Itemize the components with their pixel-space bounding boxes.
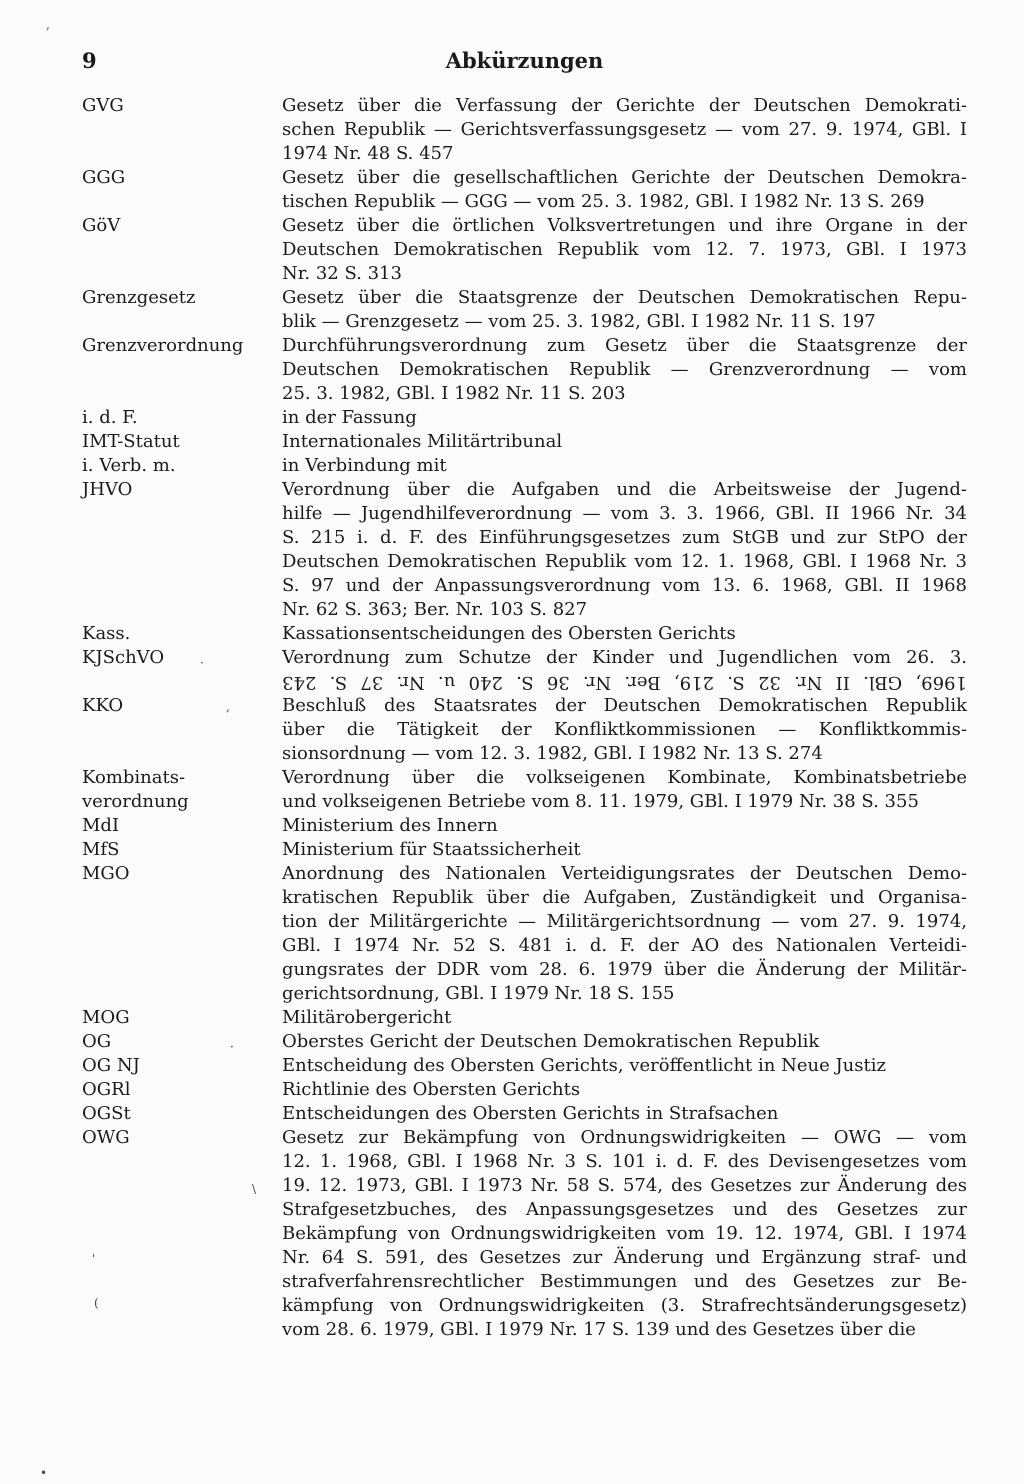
abbreviation-term-line: Kass.	[82, 623, 131, 644]
abbreviation-definition	[282, 646, 967, 694]
scan-speck: (	[94, 1296, 99, 1310]
page-title: Abkürzungen	[445, 48, 604, 73]
abbreviation-definition	[282, 1006, 967, 1030]
definition-line: Deutschen Demokratischen Republik vom 12. 1. 1968, GBl. I 1968 Nr. 3	[282, 551, 967, 572]
abbreviation-term	[82, 1102, 282, 1126]
definition-line: über die Tätigkeit der Konfliktkommissionen — Konfliktkommis-	[282, 719, 967, 740]
abbreviation-definition	[282, 286, 967, 334]
abbreviation-entry	[82, 478, 967, 622]
abbreviation-term	[82, 814, 282, 838]
abbreviation-entry	[82, 286, 967, 334]
definition-line: in der Fassung	[282, 407, 417, 428]
definition-line: Entscheidung des Obersten Gerichts, veröffentlicht in Neue Justiz	[282, 1055, 886, 1076]
definition-line: S. 215 i. d. F. des Einführungsgesetzes zum StGB und zur StPO der	[282, 527, 967, 548]
definition-line: 1974 Nr. 48 S. 457	[282, 143, 454, 164]
abbreviation-term-line: MGO	[82, 863, 130, 884]
definition-line: Gesetz über die Staatsgrenze der Deutschen Demokratischen Repu-	[282, 287, 967, 308]
abbreviation-term-line: KKO	[82, 695, 124, 716]
abbreviation-definition	[282, 1078, 967, 1102]
definition-line: Strafgesetzbuches, des Anpassungsgesetzes und des Gesetzes zur	[282, 1199, 967, 1220]
abbreviation-term	[82, 1126, 282, 1150]
abbreviation-term-line: JHVO	[82, 479, 133, 500]
scan-speck: ,	[226, 700, 230, 714]
scan-speck: \	[252, 1182, 257, 1196]
definition-line: Verordnung zum Schutze der Kinder und Jugendlichen vom 26. 3.	[282, 647, 967, 668]
abbreviation-definition	[282, 406, 967, 430]
abbreviation-definition	[282, 214, 967, 286]
abbreviation-term	[82, 766, 282, 814]
abbreviation-term-line: IMT-Statut	[82, 431, 180, 452]
abbreviation-entry	[82, 214, 967, 286]
scan-speck: ·	[200, 656, 204, 670]
definition-line: Beschluß des Staatsrates der Deutschen Demokratischen Republik	[282, 695, 967, 716]
abbreviation-definition	[282, 694, 967, 766]
abbreviation-term	[82, 430, 282, 454]
abbreviation-term-line: i. d. F.	[82, 407, 138, 428]
abbreviation-definition	[282, 1126, 967, 1342]
definition-line: Verordnung über die volkseigenen Kombinate, Kombinatsbetriebe	[282, 767, 967, 788]
definition-line: Militärobergericht	[282, 1007, 452, 1028]
abbreviation-term-line: OWG	[82, 1127, 130, 1148]
definition-line: Deutschen Demokratischen Republik vom 12. 7. 1973, GBl. I 1973	[282, 239, 967, 260]
abbreviation-term-line: Grenzverordnung	[82, 335, 244, 356]
definition-line: 25. 3. 1982, GBl. I 1982 Nr. 11 S. 203	[282, 383, 626, 404]
abbreviation-entry	[82, 862, 967, 1006]
definition-line: Gesetz über die gesellschaftlichen Gerichte der Deutschen Demokra-	[282, 167, 967, 188]
definition-line: gerichtsordnung, GBl. I 1979 Nr. 18 S. 155	[282, 983, 675, 1004]
definition-line: Verordnung über die Aufgaben und die Arbeitsweise der Jugend-	[282, 479, 967, 500]
definition-line: Ministerium für Staatssicherheit	[282, 839, 581, 860]
abbreviation-entry	[82, 1126, 967, 1342]
abbreviation-term	[82, 1078, 282, 1102]
definition-line: Anordnung des Nationalen Verteidigungsrates der Deutschen Demo-	[282, 863, 967, 884]
abbreviation-term	[82, 838, 282, 862]
abbreviation-entry	[82, 406, 967, 430]
abbreviation-term	[82, 454, 282, 478]
definition-line: Durchführungsverordnung zum Gesetz über die Staatsgrenze der	[282, 335, 967, 356]
abbreviation-term-line: OG NJ	[82, 1055, 140, 1076]
definition-line: sionsordnung — vom 12. 3. 1982, GBl. I 1982 Nr. 13 S. 274	[282, 743, 823, 764]
abbreviation-list	[82, 94, 967, 1342]
abbreviation-definition	[282, 430, 967, 454]
abbreviation-entry	[82, 1006, 967, 1030]
abbreviation-term-line: MdI	[82, 815, 120, 836]
abbreviation-definition	[282, 862, 967, 1006]
abbreviation-entry	[82, 334, 967, 406]
definition-line: Internationales Militärtribunal	[282, 431, 563, 452]
definition-line: tion der Militärgerichte — Militärgerichtsordnung — vom 27. 9. 1974,	[282, 911, 967, 932]
abbreviation-term	[82, 862, 282, 886]
page-header	[82, 48, 967, 78]
abbreviation-definition	[282, 814, 967, 838]
definition-line: und volkseigenen Betriebe vom 8. 11. 1979, GBl. I 1979 Nr. 38 S. 355	[282, 791, 919, 812]
abbreviation-entry	[82, 766, 967, 814]
abbreviation-term	[82, 214, 282, 238]
abbreviation-term-line: i. Verb. m.	[82, 455, 176, 476]
abbreviation-entry	[82, 1078, 967, 1102]
abbreviation-term-line: OGSt	[82, 1103, 131, 1124]
definition-line: Nr. 62 S. 363; Ber. Nr. 103 S. 827	[282, 599, 588, 620]
abbreviation-term-line: GGG	[82, 167, 126, 188]
definition-line: 19. 12. 1973, GBl. I 1973 Nr. 58 S. 574, des Gesetzes zur Änderung des	[282, 1175, 967, 1196]
definition-line: Bekämpfung von Ordnungswidrigkeiten vom 19. 12. 1974, GBl. I 1974	[282, 1223, 967, 1244]
definition-line: blik — Grenzgesetz — vom 25. 3. 1982, GBl. I 1982 Nr. 11 S. 197	[282, 311, 876, 332]
abbreviation-term-line: verordnung	[82, 791, 189, 812]
abbreviation-term-line: GöV	[82, 215, 121, 236]
abbreviation-entry	[82, 1054, 967, 1078]
page-number: 9	[82, 48, 97, 73]
abbreviation-term	[82, 166, 282, 190]
definition-line: GBl. I 1974 Nr. 52 S. 481 i. d. F. der AO des Nationalen Verteidi-	[282, 935, 967, 956]
abbreviation-term-line: GVG	[82, 95, 124, 116]
definition-line: kratischen Republik über die Aufgaben, Zuständigkeit und Organisa-	[282, 887, 967, 908]
abbreviation-definition	[282, 622, 967, 646]
abbreviation-definition	[282, 334, 967, 406]
abbreviation-term	[82, 478, 282, 502]
definition-line: Nr. 64 S. 591, des Gesetzes zur Änderung und Ergänzung straf- und	[282, 1247, 967, 1268]
abbreviation-definition	[282, 454, 967, 478]
abbreviation-term-line: Grenzgesetz	[82, 287, 196, 308]
definition-line: Gesetz zur Bekämpfung von Ordnungswidrigkeiten — OWG — vom	[282, 1127, 967, 1148]
abbreviation-entry	[82, 1102, 967, 1126]
abbreviation-term-line: Kombinats-	[82, 767, 186, 788]
definition-line: Ministerium des Innern	[282, 815, 498, 836]
abbreviation-term-line: OG	[82, 1031, 112, 1052]
abbreviation-term	[82, 1030, 282, 1054]
definition-line: tischen Republik — GGG — vom 25. 3. 1982, GBl. I 1982 Nr. 13 S. 269	[282, 191, 925, 212]
abbreviation-term	[82, 1006, 282, 1030]
definition-line: hilfe — Jugendhilfeverordnung — vom 3. 3. 1966, GBl. II 1966 Nr. 34	[282, 503, 967, 524]
definition-line: gungsrates der DDR vom 28. 6. 1979 über die Änderung der Militär-	[282, 959, 967, 980]
abbreviation-term	[82, 286, 282, 310]
abbreviation-term	[82, 1054, 282, 1078]
abbreviation-term	[82, 406, 282, 430]
abbreviation-entry	[82, 694, 967, 766]
abbreviation-entry	[82, 622, 967, 646]
definition-line: vom 28. 6. 1979, GBl. I 1979 Nr. 17 S. 139 und des Gesetzes über die	[282, 1319, 916, 1340]
abbreviation-definition	[282, 478, 967, 622]
definition-line: schen Republik — Gerichtsverfassungsgesetz — vom 27. 9. 1974, GBl. I	[282, 119, 967, 140]
abbreviation-term	[82, 334, 282, 358]
abbreviation-entry	[82, 454, 967, 478]
abbreviation-entry	[82, 838, 967, 862]
abbreviation-entry	[82, 94, 967, 166]
scan-speck: ·	[230, 1040, 234, 1054]
abbreviation-definition	[282, 1102, 967, 1126]
abbreviation-entry	[82, 1030, 967, 1054]
definition-line: in Verbindung mit	[282, 455, 447, 476]
abbreviation-definition	[282, 766, 967, 814]
abbreviation-term-line: MOG	[82, 1007, 130, 1028]
abbreviation-definition	[282, 166, 967, 214]
definition-line: 12. 1. 1968, GBl. I 1968 Nr. 3 S. 101 i. d. F. des Devisengesetzes vom	[282, 1151, 967, 1172]
definition-line: Nr. 32 S. 313	[282, 263, 402, 284]
scan-speck: '	[92, 1252, 96, 1266]
abbreviation-definition	[282, 1054, 967, 1078]
abbreviation-definition	[282, 1030, 967, 1054]
abbreviation-entry	[82, 430, 967, 454]
abbreviation-entry	[82, 646, 967, 694]
abbreviation-term-line: KJSchVO	[82, 647, 165, 668]
definition-line: 1969, GBl. II Nr. 32 S. 219, Ber. Nr. 36 S. 240 u. Nr. 37 S. 243	[282, 672, 967, 693]
abbreviation-entry	[82, 814, 967, 838]
definition-line: Entscheidungen des Obersten Gerichts in Strafsachen	[282, 1103, 779, 1124]
abbreviation-term-line: OGRl	[82, 1079, 131, 1100]
definition-line: Kassationsentscheidungen des Obersten Gerichts	[282, 623, 736, 644]
abbreviation-definition	[282, 94, 967, 166]
scan-speck: ,	[46, 18, 50, 32]
abbreviation-term	[82, 94, 282, 118]
definition-line: Gesetz über die örtlichen Volksvertretungen und ihre Organe in der	[282, 215, 967, 236]
definition-line: Deutschen Demokratischen Republik — Grenzverordnung — vom	[282, 359, 967, 380]
abbreviation-entry	[82, 166, 967, 214]
definition-line: Gesetz über die Verfassung der Gerichte der Deutschen Demokrati-	[282, 95, 967, 116]
definition-line: Richtlinie des Obersten Gerichts	[282, 1079, 581, 1100]
abbreviation-definition	[282, 838, 967, 862]
abbreviation-term-line: MfS	[82, 839, 120, 860]
definition-line: strafverfahrensrechtlicher Bestimmungen und des Gesetzes zur Be-	[282, 1271, 967, 1292]
definition-line: S. 97 und der Anpassungsverordnung vom 13. 6. 1968, GBl. II 1968	[282, 575, 967, 596]
definition-line: Oberstes Gericht der Deutschen Demokratischen Republik	[282, 1031, 820, 1052]
scan-speck: •	[40, 1466, 48, 1480]
abbreviation-term	[82, 622, 282, 646]
abbreviation-term	[82, 646, 282, 670]
definition-line: kämpfung von Ordnungswidrigkeiten (3. Strafrechtsänderungsgesetz)	[282, 1295, 967, 1316]
abbreviation-term	[82, 694, 282, 718]
